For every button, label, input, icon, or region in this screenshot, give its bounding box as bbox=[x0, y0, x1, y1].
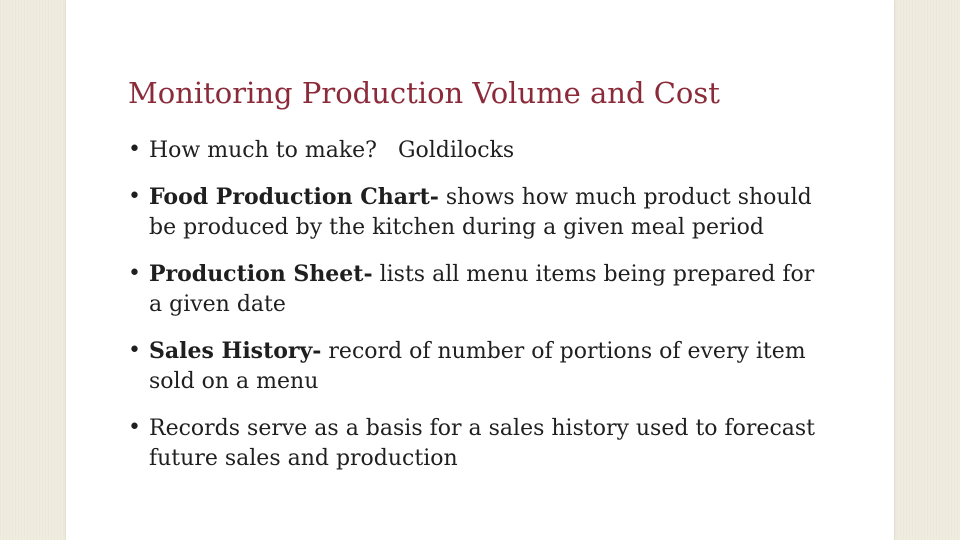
bullet-item-production-sheet bbox=[128, 259, 818, 320]
bullet-term: Production Sheet- bbox=[149, 261, 373, 287]
bullet-icon: • bbox=[128, 415, 141, 440]
bullet-text: shows how much product should be produced by the kitchen during a given meal period bbox=[149, 185, 812, 240]
bullet-text: Records serve as a basis for a sales history used to forecast future sales and production bbox=[149, 416, 816, 471]
bullet-item-goldilocks bbox=[128, 135, 818, 166]
bullet-list bbox=[128, 135, 818, 490]
bullet-text: lists all menu items being prepared for a given date bbox=[149, 262, 815, 317]
bullet-item-sales-history bbox=[128, 336, 818, 397]
bullet-term: Food Production Chart- bbox=[149, 184, 439, 210]
bullet-icon: • bbox=[128, 137, 141, 162]
bullet-term: Sales History- bbox=[149, 338, 322, 364]
bullet-icon: • bbox=[128, 338, 141, 363]
bullet-item-food-production-chart bbox=[128, 182, 818, 243]
bullet-icon: • bbox=[128, 184, 141, 209]
bullet-item-records bbox=[128, 413, 818, 474]
slide-title: Monitoring Production Volume and Cost bbox=[128, 76, 720, 110]
bullet-text: record of number of portions of every item sold on a menu bbox=[149, 339, 806, 394]
bullet-text: How much to make? Goldilocks bbox=[149, 138, 515, 163]
bullet-icon: • bbox=[128, 261, 141, 286]
